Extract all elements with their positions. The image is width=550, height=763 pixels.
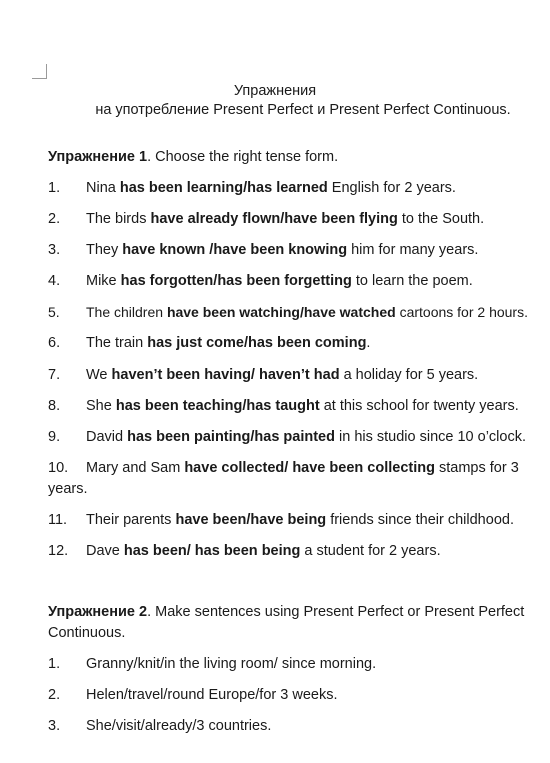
item-text-end: friends since their childhood. xyxy=(326,512,514,528)
item-tense-options: have known /have been knowing xyxy=(122,242,348,258)
item-number: 1. xyxy=(48,180,61,196)
item-number: 10. xyxy=(48,460,69,476)
item-number: 5. xyxy=(48,304,60,320)
item-number: 4. xyxy=(48,273,61,289)
item-tense-options: have been watching/have watched xyxy=(166,304,396,320)
exercise-1-item xyxy=(48,178,456,199)
exercise-2-label: Упражнение 2 xyxy=(48,604,148,620)
item-tense-options: have been/have being xyxy=(175,512,327,528)
item-text-end: him for many years. xyxy=(347,242,479,258)
item-tense-options: have collected/ have been collecting xyxy=(184,460,435,476)
item-text-start: Mike xyxy=(86,273,121,289)
item-number: 11. xyxy=(48,512,68,528)
item-number: 1. xyxy=(48,656,61,672)
item-number: 3. xyxy=(48,242,61,258)
item-text-start: Dave xyxy=(86,543,124,559)
item-text-start: David xyxy=(86,429,128,445)
exercise-1-item xyxy=(48,458,550,500)
item-number: 2. xyxy=(48,687,61,703)
item-text-end: a student for 2 years. xyxy=(300,543,441,559)
item-text-end: to the South. xyxy=(397,211,485,227)
item-tense-options: has been painting/has painted xyxy=(127,429,335,445)
item-tense-options: has been learning/has learned xyxy=(119,180,328,196)
item-text-start: They xyxy=(86,242,123,258)
item-text-start: The train xyxy=(86,335,148,351)
item-tense-options: has been/ has been being xyxy=(123,543,301,559)
item-text-start: She xyxy=(86,398,116,414)
item-number: 6. xyxy=(48,335,61,351)
item-number: 3. xyxy=(48,718,61,734)
page-corner-mark xyxy=(32,64,47,79)
document-title xyxy=(0,82,550,120)
item-text-start: Nina xyxy=(86,180,120,196)
exercise-1-item xyxy=(48,240,478,261)
title-line-2: на употребление Present Perfect и Present Perfect Continuous. xyxy=(95,102,511,118)
item-text-start: The birds xyxy=(86,211,151,227)
item-text-end: stamps for 3 years. xyxy=(48,460,519,497)
item-text-end: to learn the poem. xyxy=(351,273,473,289)
item-tense-options: have already flown/have been flying xyxy=(150,211,398,227)
exercise-1-item xyxy=(48,209,484,230)
item-tense-options: has just come/has been coming xyxy=(147,335,367,351)
item-text-end: at this school for twenty years. xyxy=(319,398,519,414)
exercise-1-item xyxy=(48,365,478,386)
exercise-2-item xyxy=(48,654,376,675)
item-text: She/visit/already/3 countries. xyxy=(86,718,272,734)
item-text: Helen/travel/round Europe/for 3 weeks. xyxy=(86,687,338,703)
exercise-2-instruction: . Make sentences using Present Perfect or Present Perfect Continuous. xyxy=(48,604,525,641)
item-text-start: Their parents xyxy=(86,512,176,528)
exercise-1-heading xyxy=(48,147,338,168)
exercise-1-item xyxy=(48,271,473,292)
item-text: Granny/knit/in the living room/ since morning. xyxy=(86,656,377,672)
item-text-end: cartoons for 2 hours. xyxy=(395,304,528,320)
exercise-1-item xyxy=(48,302,528,323)
item-tense-options: has forgotten/has been forgetting xyxy=(120,273,352,289)
item-text-start: We xyxy=(86,367,112,383)
item-tense-options: has been teaching/has taught xyxy=(115,398,320,414)
exercise-1-instruction: . Choose the right tense form. xyxy=(147,149,339,165)
exercise-1-item xyxy=(48,396,519,417)
item-tense-options: haven’t been having/ haven’t had xyxy=(111,367,340,383)
item-number: 2. xyxy=(48,211,61,227)
item-number: 7. xyxy=(48,367,61,383)
exercise-1-item xyxy=(48,510,514,531)
item-number: 8. xyxy=(48,398,61,414)
item-text-end: . xyxy=(366,335,371,351)
exercise-1-item xyxy=(48,541,441,562)
item-text-end: in his studio since 10 o’clock. xyxy=(334,429,526,445)
item-text-start: Mary and Sam xyxy=(86,460,185,476)
item-text-start: The children xyxy=(86,304,167,320)
item-number: 9. xyxy=(48,429,61,445)
item-number: 12. xyxy=(48,543,69,559)
exercise-1-label: Упражнение 1 xyxy=(48,149,148,165)
item-text-end: a holiday for 5 years. xyxy=(339,367,479,383)
exercise-1-item xyxy=(48,427,526,448)
item-text-end: English for 2 years. xyxy=(327,180,456,196)
exercise-2-heading xyxy=(48,602,550,644)
title-line-1: Упражнения xyxy=(233,83,317,99)
exercise-1-item xyxy=(48,333,370,354)
exercise-2-item xyxy=(48,716,271,737)
exercise-2-item xyxy=(48,685,337,706)
